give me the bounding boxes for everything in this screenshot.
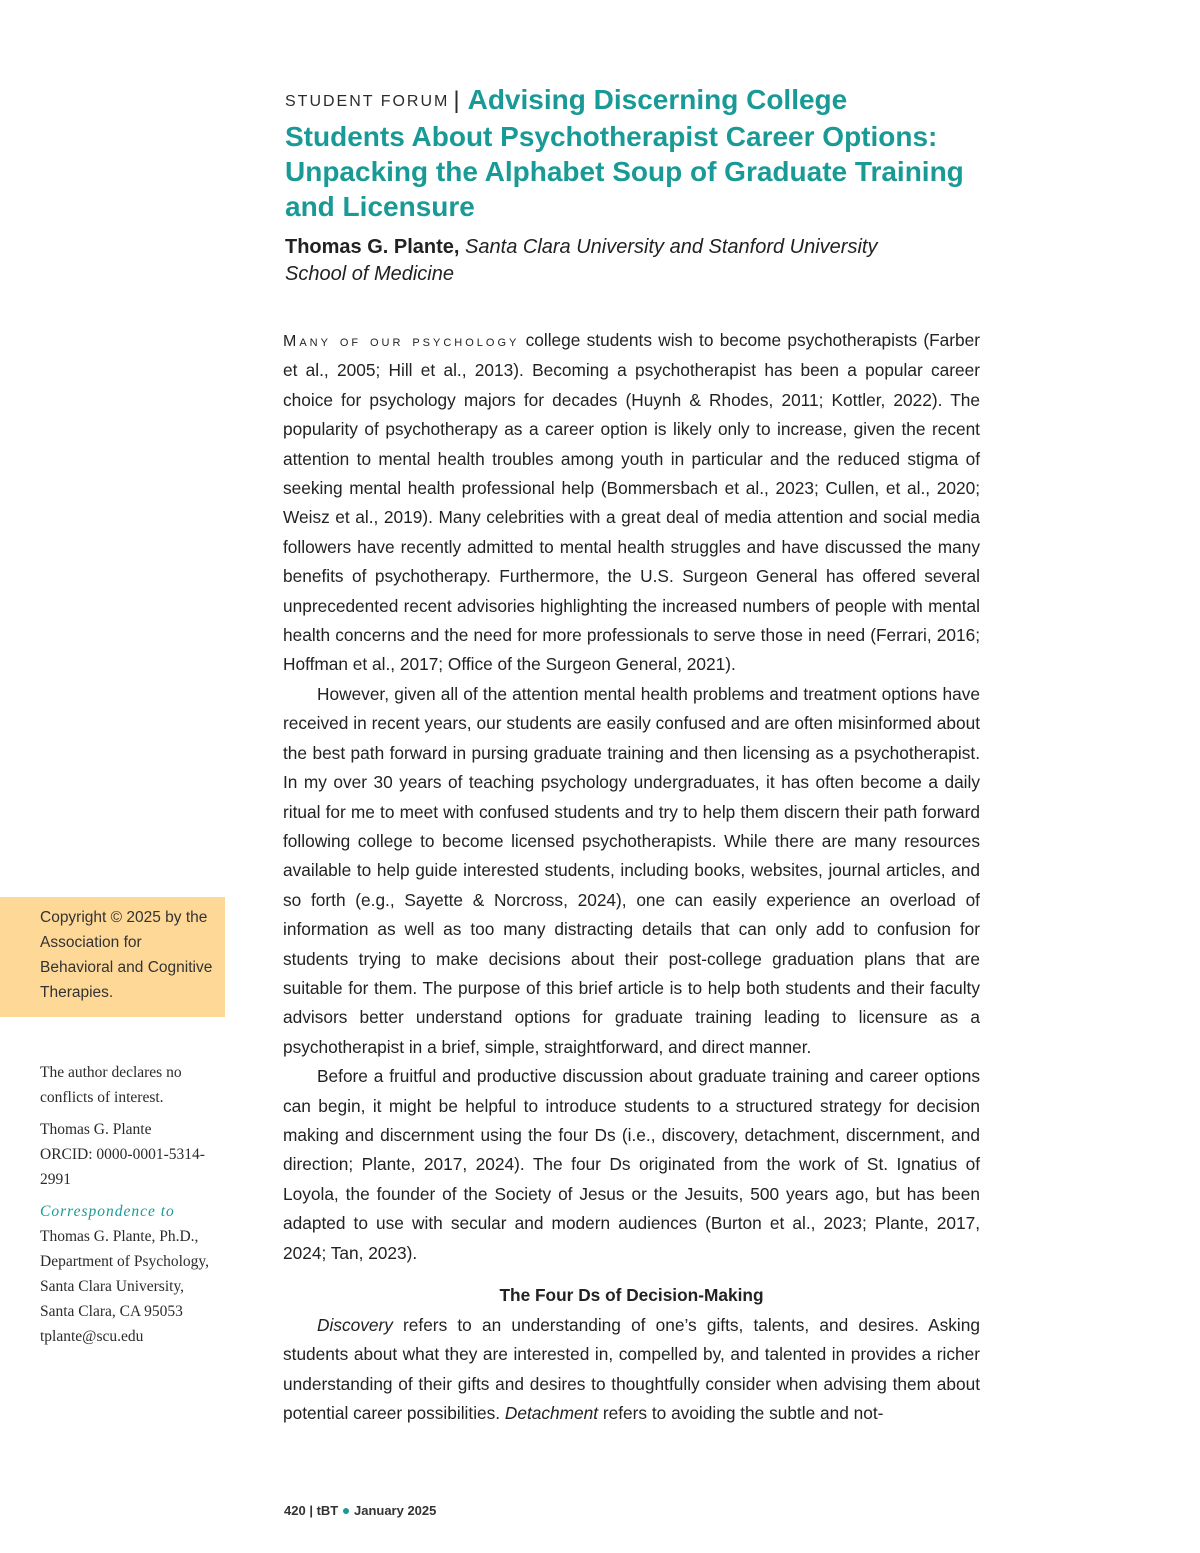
- journal-name: tBT: [316, 1503, 339, 1518]
- paragraph-4-end: refers to avoiding the subtle and not-: [598, 1403, 884, 1424]
- title-line-2: Students About Psychotherapist Career Options:: [285, 121, 938, 152]
- section-heading: The Four Ds of Decision-Making: [499, 1285, 764, 1305]
- correspondence-label: Correspondence to: [40, 1203, 175, 1220]
- page-number: 420: [284, 1503, 306, 1518]
- article-header: [285, 82, 985, 224]
- address-line: Department of Psychology,: [40, 1253, 210, 1270]
- orcid-id: ORCID: 0000-0001-5314-2991: [40, 1146, 205, 1188]
- paragraph-4: [283, 1311, 980, 1429]
- term-discovery: Discovery: [317, 1315, 393, 1335]
- author-name: Thomas G. Plante,: [285, 236, 460, 258]
- author-block: [285, 234, 985, 288]
- footer-separator: |: [309, 1503, 313, 1518]
- paragraph-3: Before a fruitful and productive discussion about graduate training and career options can begin, it might be helpful to introduce students to a structured strategy for decision making and discernment using the four Ds (i.e., discovery, detachment, discernment, and direction; Plante, 2017, 2024). The four Ds originated from the work of St. Ignatius of Loyola, the founder of the Society of Jesus or the Jesuits, 500 years ago, but has been adapted to use with secular and modern audiences (Burton et al., 2023; Plante, 2017, 2024; Tan, 2023).: [283, 1066, 980, 1263]
- title-line-1: [285, 82, 985, 119]
- orcid-block: [40, 1117, 220, 1192]
- conflict-statement: The author declares no conflicts of interest.: [40, 1064, 182, 1106]
- paragraph-1: [283, 326, 980, 680]
- correspondence-address: [40, 1224, 220, 1349]
- title-line-3: Unpacking the Alphabet Soup of Graduate Training: [285, 156, 964, 187]
- bullet-icon: ●: [341, 1502, 351, 1518]
- forum-label: STUDENT FORUM: [285, 93, 450, 110]
- copyright-text: Copyright © 2025 by the Association for Behavioral and Cognitive Therapies.: [40, 909, 213, 1001]
- author-affiliation-1: Santa Clara University and Stanford University: [465, 236, 878, 258]
- article-body: [283, 326, 980, 1429]
- title-text-1: Advising Discerning College: [467, 84, 848, 115]
- address-line: Thomas G. Plante, Ph.D.,: [40, 1228, 199, 1245]
- header-separator: |: [453, 87, 460, 114]
- issue-date: January 2025: [353, 1503, 437, 1518]
- page-footer: [284, 1502, 436, 1518]
- sidebar-notes: [40, 1060, 220, 1356]
- address-line: Santa Clara, CA 95053: [40, 1303, 183, 1320]
- paragraph-4-text: refers to an understanding of one’s gifts, talents, and desires. Asking students about what they are interested in, compelled by, and talented in provides a richer understanding of their gifts and desires to thoughtfully consider when advising them about potential career possibilities.: [283, 1315, 980, 1424]
- author-affiliation-2: School of Medicine: [285, 263, 454, 285]
- orcid-name: Thomas G. Plante: [40, 1121, 152, 1138]
- paragraph-1-text: college students wish to become psychotherapists (Farber et al., 2005; Hill et al., 2013). Becoming a psychotherapist has been a popular career choice for psychology majors for decades (Huynh & Rhodes, 2011; Kottler, 2022). The popularity of psychotherapy as a career option is likely only to increase, given the recent attention to mental health troubles among youth in particular and the reduced stigma of seeking mental health professional help (Bommersbach et al., 2023; Cullen, et al., 2020; Weisz et al., 2019). Many celebrities with a great deal of media attention and social media followers have recently admitted to mental health struggles and have discussed the many benefits of psychotherapy. Furthermore, the U.S. Surgeon General has offered several unprecedented recent advisories highlighting the increased numbers of people with mental health concerns and the need for more professionals to serve those in need (Ferrari, 2016; Hoffman et al., 2017; Office of the Surgeon General, 2021).: [283, 330, 980, 675]
- lead-in-smallcaps: Many of our psychology: [283, 333, 520, 350]
- term-detachment: Detachment: [504, 1403, 599, 1424]
- email-address: tplante@scu.edu: [40, 1328, 144, 1345]
- copyright-box: [0, 897, 225, 1017]
- address-line: Santa Clara University,: [40, 1278, 185, 1295]
- title-line-4: and Licensure: [285, 191, 475, 222]
- paragraph-2: However, given all of the attention mental health problems and treatment options have received in recent years, our students are easily confused and are often misinformed about the best path forward in pursing graduate training and then licensing as a psychotherapist. In my over 30 years of teaching psychology undergraduates, it has often become a daily ritual for me to meet with confused students and try to help them discern their path forward following college to become licensed psychotherapists. While there are many resources available to help guide interested students, including books, websites, journal articles, and so forth (e.g., Sayette & Norcross, 2024), one can easily experience an overload of information as well as too many distracting details that can only add to confusion for students trying to make decisions about their post-college graduation plans that are suitable for them. The purpose of this brief article is to help both students and their faculty advisors better understand options for graduate training leading to licensure as a psychotherapist in a brief, simple, straightforward, and direct manner.: [283, 683, 980, 1057]
